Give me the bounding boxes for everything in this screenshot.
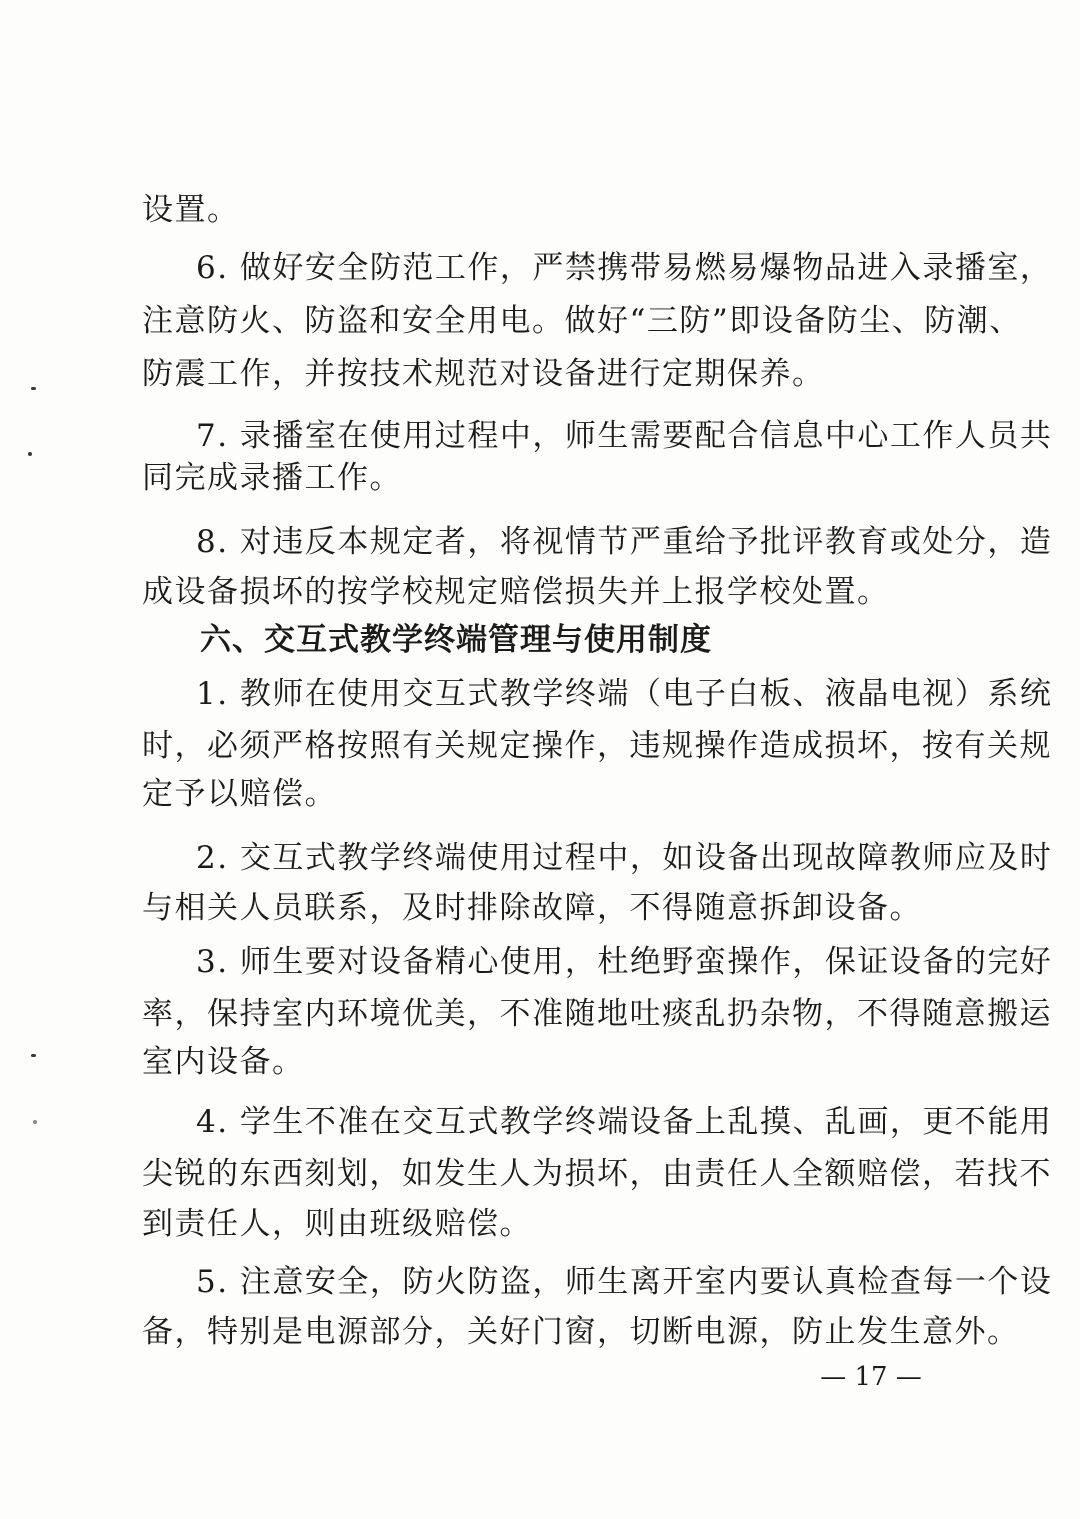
scan-speck [28,452,32,456]
text-line: 定予以赔偿。 [142,776,337,812]
scan-speck [31,1054,36,1057]
text-line: 同完成录播工作。 [142,460,402,496]
text-line: 6. 做好安全防范工作，严禁携带易燃易爆物品进入录播室， [196,250,1053,286]
text-line: 成设备损坏的按学校规定赔偿损失并上报学校处置。 [142,574,890,610]
text-line: 尖锐的东西刻划，如发生人为损坏，由责任人全额赔偿，若找不 [142,1156,1052,1192]
text-line: 2. 交互式教学终端使用过程中，如设备出现故障教师应及时 [196,840,1053,876]
text-line: 5. 注意安全，防火防盗，师生离开室内要认真检查每一个设 [196,1264,1053,1300]
text-line: 防震工作，并按技术规范对设备进行定期保养。 [142,356,825,392]
text-line: 1. 教师在使用交互式教学终端（电子白板、液晶电视）系统 [196,676,1053,712]
text-line: 7. 录播室在使用过程中，师生需要配合信息中心工作人员共 [196,418,1053,454]
text-line: 率，保持室内环境优美，不准随地吐痰乱扔杂物，不得随意搬运 [142,996,1052,1032]
scan-speck [31,387,36,390]
text-line: 设置。 [142,192,240,228]
page-number: — 17 — [820,1362,922,1392]
text-line: 4. 学生不准在交互式教学终端设备上乱摸、乱画，更不能用 [196,1104,1053,1140]
text-line: 8. 对违反本规定者，将视情节严重给予批评教育或处分，造 [196,524,1053,560]
section-heading: 六、交互式教学终端管理与使用制度 [200,622,712,658]
text-line: 3. 师生要对设备精心使用，杜绝野蛮操作，保证设备的完好 [196,944,1053,980]
text-line: 室内设备。 [142,1044,305,1080]
scan-speck [33,1120,37,1124]
text-line: 备，特别是电源部分，关好门窗，切断电源，防止发生意外。 [142,1314,1020,1350]
text-line: 时，必须严格按照有关规定操作，违规操作造成损坏，按有关规 [142,728,1052,764]
text-line: 与相关人员联系，及时排除故障，不得随意拆卸设备。 [142,890,922,926]
text-line: 到责任人，则由班级赔偿。 [142,1206,532,1242]
text-line: 注意防火、防盗和安全用电。做好“三防”即设备防尘、防潮、 [142,303,1022,339]
